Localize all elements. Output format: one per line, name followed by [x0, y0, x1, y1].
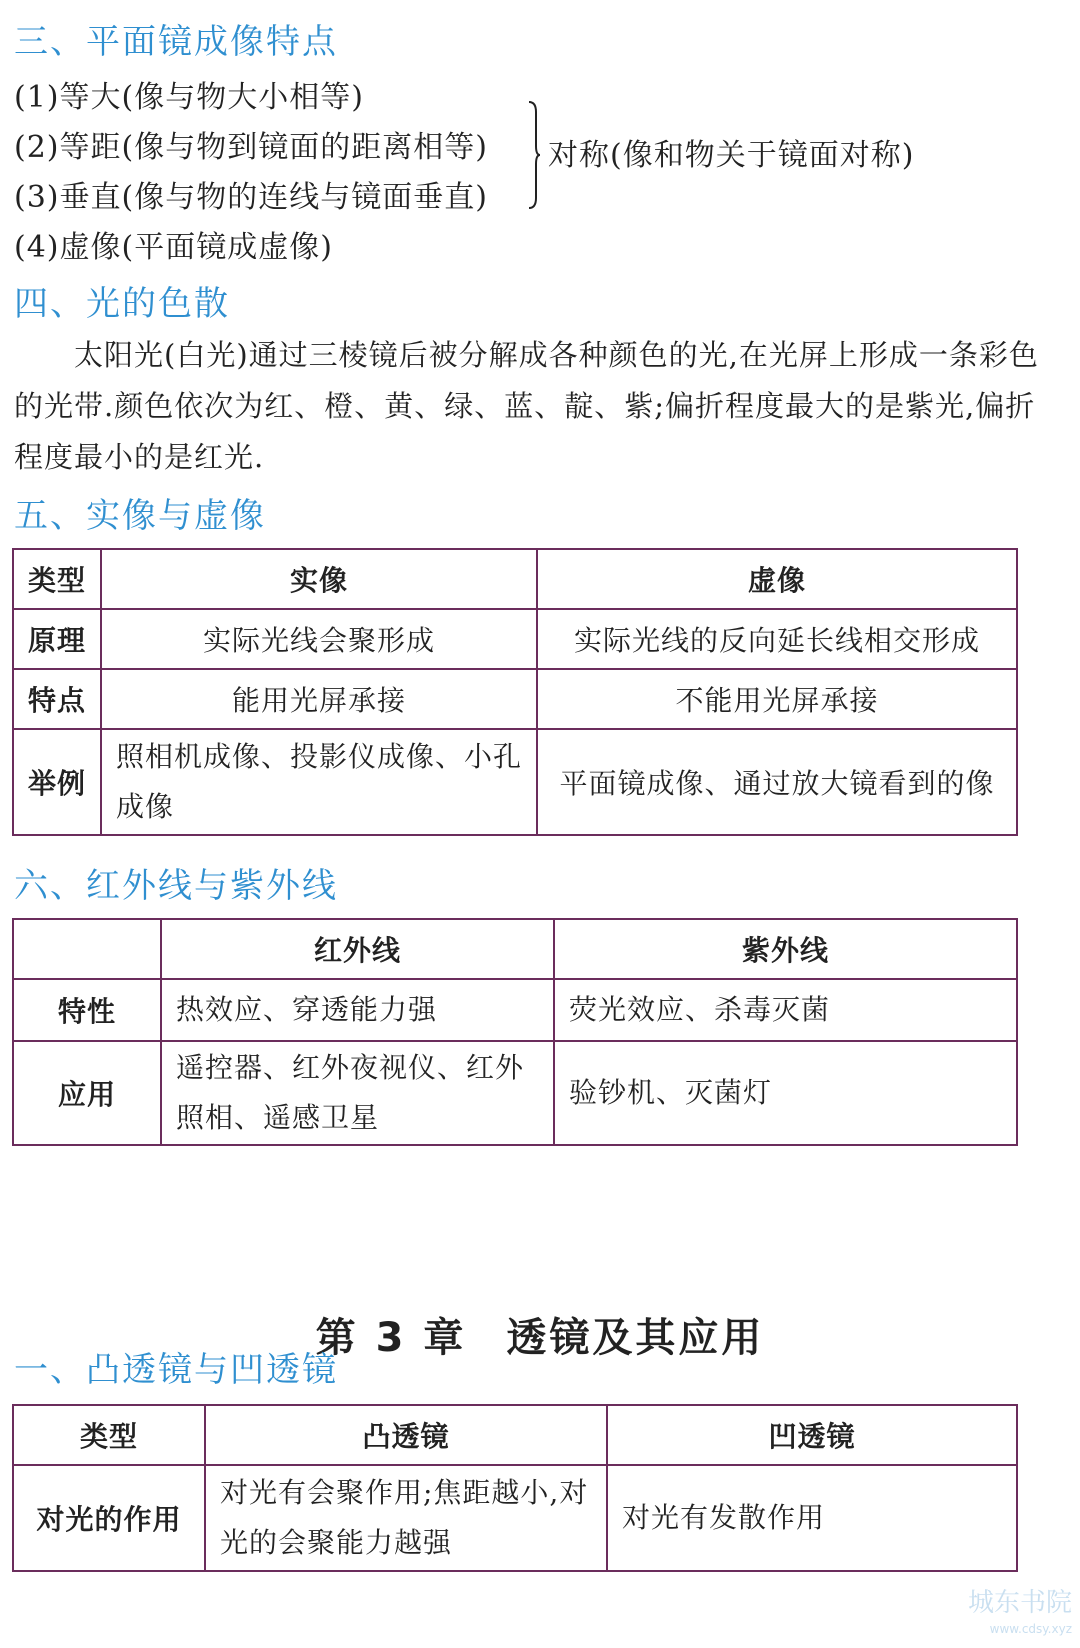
- table-cell: 遥控器、红外夜视仪、红外照相、遥感卫星: [161, 1041, 554, 1145]
- watermark-logo: [968, 1590, 1072, 1642]
- real-virtual-table: [12, 548, 1018, 836]
- table-cell: 实际光线的反向延长线相交形成: [537, 609, 1017, 669]
- table-header-row: [13, 919, 1017, 979]
- dispersion-paragraph: 太阳光(白光)通过三棱镜后被分解成各种颜色的光,在光屏上形成一条彩色的光带.颜色依次为红、橙、黄、绿、蓝、靛、紫;偏折程度最大的是紫光,偏折程度最小的是红光.: [14, 338, 1039, 474]
- chapter-number: 第 3 章: [315, 1315, 467, 1361]
- table-header-cell: 紫外线: [554, 919, 1017, 979]
- table-header-cell: 红外线: [161, 919, 554, 979]
- row-label-cell: 对光的作用: [13, 1465, 205, 1571]
- infrared-ultraviolet-table: [12, 918, 1018, 1146]
- feature-item-equal-distance: (2)等距(像与物到镜面的距离相等): [14, 130, 488, 165]
- table-cell: 对光有会聚作用;焦距越小,对光的会聚能力越强: [205, 1465, 607, 1571]
- table-header-cell: 虚像: [537, 549, 1017, 609]
- table-header-row: [13, 549, 1017, 609]
- table-header-cell: 类型: [13, 1405, 205, 1465]
- table-cell: 实际光线会聚形成: [101, 609, 537, 669]
- feature-item-virtual-image: (4)虚像(平面镜成虚像): [14, 230, 333, 265]
- section-heading-real-virtual: 五、实像与虚像: [14, 496, 266, 536]
- table-header-row: [13, 1405, 1017, 1465]
- table-cell: 不能用光屏承接: [537, 669, 1017, 729]
- section-heading-dispersion: 四、光的色散: [14, 284, 230, 324]
- table-cell: 平面镜成像、通过放大镜看到的像: [537, 729, 1017, 835]
- table-header-cell: [13, 919, 161, 979]
- table-row: [13, 1041, 1017, 1145]
- table-cell: 照相机成像、投影仪成像、小孔成像: [101, 729, 537, 835]
- table-row: [13, 669, 1017, 729]
- table-header-cell: 类型: [13, 549, 101, 609]
- feature-item-equal-size: (1)等大(像与物大小相等): [14, 80, 364, 115]
- symmetry-note: 对称(像和物关于镜面对称): [548, 138, 915, 173]
- row-label-cell: 原理: [13, 609, 101, 669]
- chapter-name: 透镜及其应用: [506, 1315, 765, 1361]
- feature-item-perpendicular: (3)垂直(像与物的连线与镜面垂直): [14, 180, 488, 215]
- table-header-cell: 凸透镜: [205, 1405, 607, 1465]
- table-header-cell: 实像: [101, 549, 537, 609]
- right-brace-icon: [527, 100, 541, 210]
- table-cell: 能用光屏承接: [101, 669, 537, 729]
- row-label-cell: 举例: [13, 729, 101, 835]
- watermark-url: www.cdsy.xyz: [989, 1622, 1072, 1636]
- table-row: [13, 609, 1017, 669]
- table-cell: 热效应、穿透能力强: [161, 979, 554, 1041]
- section-heading-plane-mirror: 三、平面镜成像特点: [14, 22, 338, 62]
- row-label-cell: 应用: [13, 1041, 161, 1145]
- table-header-cell: 凹透镜: [607, 1405, 1017, 1465]
- table-cell: 验钞机、灭菌灯: [554, 1041, 1017, 1145]
- section-heading-lenses: 一、凸透镜与凹透镜: [14, 1350, 338, 1390]
- row-label-cell: 特性: [13, 979, 161, 1041]
- table-cell: 对光有发散作用: [607, 1465, 1017, 1571]
- lens-table: [12, 1404, 1018, 1572]
- section-heading-infrared-ultraviolet: 六、红外线与紫外线: [14, 866, 338, 906]
- table-cell: 荧光效应、杀毒灭菌: [554, 979, 1017, 1041]
- row-label-cell: 特点: [13, 669, 101, 729]
- table-row: [13, 1465, 1017, 1571]
- table-row: [13, 729, 1017, 835]
- table-row: [13, 979, 1017, 1041]
- watermark-text: 城东书院: [967, 1588, 1072, 1618]
